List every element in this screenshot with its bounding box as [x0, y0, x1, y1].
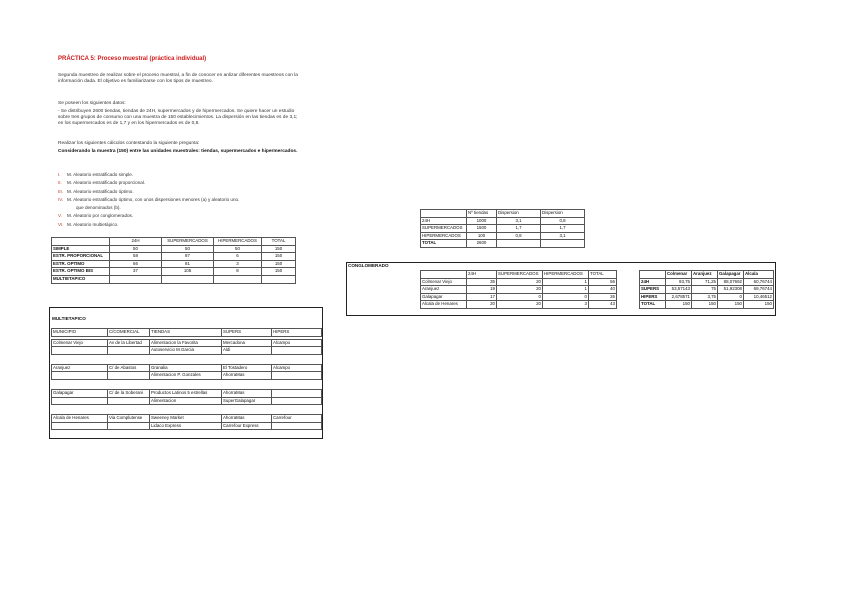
table-cell: [108, 397, 150, 405]
list-item: [58, 212, 298, 220]
multietapico-table: [51, 328, 322, 355]
column-header: TOTAL: [262, 238, 296, 246]
column-header: Dispersion: [541, 210, 585, 218]
list-item-number: IV.: [58, 196, 64, 202]
table-cell: 1: [543, 278, 589, 286]
multietapico-tables: [51, 328, 321, 430]
column-header: [421, 271, 467, 279]
dispersion-table: [420, 209, 585, 248]
task-list: [58, 171, 298, 229]
intro-paragraph: Segunda muestreo de realizar sobre el proceso muestral, a fin de conocer en anlizar diferentes muestreos con la información dada. El objetivo es familiarizarse con los tipos de muestreo.: [58, 73, 298, 84]
table-cell: 37: [110, 268, 162, 276]
list-item-text: M. Aleatorio por conglomerados.: [67, 213, 134, 219]
table-cell: Alcampo: [272, 364, 322, 372]
table-cell: Colmenar Viejo: [421, 278, 467, 286]
list-item-text: M. Aleatorio multietápico.: [67, 221, 119, 227]
header-row: [421, 271, 617, 279]
list-item: [58, 196, 298, 204]
table-cell: [214, 275, 262, 283]
list-item: [58, 204, 298, 212]
header-row: [421, 210, 585, 218]
table-cell: [52, 372, 108, 380]
table-cell: Alcala de Henares: [421, 301, 467, 309]
table-cell: SUPERMERCADOS: [421, 225, 467, 233]
table-cell: [52, 347, 108, 355]
table-cell: 0,8: [497, 232, 541, 240]
table-cell: [108, 372, 150, 380]
column-header: 24H: [467, 271, 497, 279]
table-row: [52, 389, 322, 397]
table-cell: 56: [589, 278, 617, 286]
table-row: [421, 278, 617, 286]
table-row: [52, 275, 296, 283]
table-row: [640, 293, 774, 301]
table-cell: 66: [110, 260, 162, 268]
table-cell: ESTR. OPTIMO BIS: [52, 268, 110, 276]
table-cell: 2,678571: [666, 293, 692, 301]
table-cell: AhorraMas: [222, 415, 272, 423]
table-cell: [497, 240, 541, 248]
table-cell: Via Complutense: [108, 415, 150, 423]
table-cell: 93,75: [666, 278, 692, 286]
list-item-text: que denominados (b).: [76, 205, 121, 211]
table-cell: ESTR. PROPORCIONAL: [52, 253, 110, 261]
table-cell: [541, 240, 585, 248]
table-cell: 1000: [467, 217, 497, 225]
table-cell: SIMPLE: [52, 245, 110, 253]
table-cell: Sweeney Market: [150, 415, 222, 423]
column-header: MUNICIPIO: [52, 329, 108, 337]
table-row: [640, 278, 774, 286]
table-cell: Alcampo: [272, 339, 322, 347]
multietapico-label: MULTIETAPICO: [52, 316, 86, 321]
table-cell: 20: [497, 278, 543, 286]
table-cell: Galapagar: [52, 389, 108, 397]
table-cell: [272, 422, 322, 430]
table-cell: 10,46512: [744, 293, 774, 301]
column-header: SUPERS: [222, 329, 272, 337]
table-cell: 3,1: [541, 232, 585, 240]
table-cell: Av de la Libertad: [108, 339, 150, 347]
column-header: SUPERMERCADOS: [497, 271, 543, 279]
column-header: Aranjuez: [692, 271, 718, 279]
table-cell: 3: [543, 301, 589, 309]
table-row: [421, 225, 585, 233]
column-header: 24H: [110, 238, 162, 246]
strat-table: [51, 237, 296, 284]
table-cell: Aldi: [222, 347, 272, 355]
table-cell: [262, 275, 296, 283]
table-cell: Alimentacion P. Gonzales: [150, 372, 222, 380]
table-cell: Productos Latinos 5 estrellas: [150, 389, 222, 397]
table-cell: [108, 347, 150, 355]
table-row: [52, 245, 296, 253]
table-cell: HIPERMERCADOS: [421, 232, 467, 240]
list-item-text: M. Aleatorio estratificado proporcional.: [67, 180, 146, 186]
table-cell: Alcala de Henares: [52, 415, 108, 423]
column-header: Dispersion: [497, 210, 541, 218]
table-cell: AhorraMas: [222, 389, 272, 397]
conglomerado-box: [346, 262, 776, 316]
list-item: [58, 171, 298, 179]
table-cell: 20: [497, 301, 543, 309]
table-cell: [272, 347, 322, 355]
table-row: [640, 286, 774, 294]
column-header: TIENDAS: [150, 329, 222, 337]
list-item: [58, 179, 298, 187]
table-row: [421, 217, 585, 225]
multietapico-table: [51, 364, 322, 380]
table-cell: 50: [214, 245, 262, 253]
table-cell: 1,7: [497, 225, 541, 233]
column-header: Galapagar: [718, 271, 744, 279]
conglomerado-label: CONGLOMERADO: [348, 263, 389, 268]
document-title: PRÁCTICA 5: Proceso muestral (práctica individual): [58, 56, 207, 62]
table-cell: 58: [110, 253, 162, 261]
table-row: [421, 293, 617, 301]
table-cell: 150: [262, 245, 296, 253]
table-cell: 3,75: [692, 293, 718, 301]
table-row: [52, 422, 322, 430]
table-cell: 0: [497, 293, 543, 301]
table-cell: Galapagar: [421, 293, 467, 301]
table-cell: 1,7: [541, 225, 585, 233]
table-cell: 26: [589, 293, 617, 301]
table-cell: 0,8: [541, 217, 585, 225]
table-row: [52, 339, 322, 347]
table-row: [52, 364, 322, 372]
data-heading: Se poseen los siguientes datos:: [58, 101, 126, 106]
table-cell: Mercadona: [222, 339, 272, 347]
table-cell: C/ de Abastos: [108, 364, 150, 372]
table-cell: Granalia: [150, 364, 222, 372]
header-row: [52, 329, 322, 337]
list-item-number: III.: [58, 188, 64, 194]
table-cell: [272, 397, 322, 405]
table-cell: 81: [162, 260, 214, 268]
table-cell: Aranjuez: [421, 286, 467, 294]
column-header: Colmenar: [666, 271, 692, 279]
column-header: SUPERMERCADOS: [162, 238, 214, 246]
table-cell: 150: [262, 268, 296, 276]
data-paragraph: - Se distribuyen 2600 tiendas, tiendas de 24H, supermercados y de hipermercados. Se quiere hacer un estudio sobre tres grupos de consumo con una muestra de 150 establecimientos. La dispersión en las tiendas es de 3,1; en los supermercados es de 1,7 y en los hipermercados es de 0,8.: [58, 109, 298, 126]
table-cell: 24H: [640, 278, 666, 286]
table-row: [52, 253, 296, 261]
column-header: Alcala: [744, 271, 774, 279]
table-cell: 43: [589, 301, 617, 309]
table-row: [640, 301, 774, 309]
table-cell: ESTR. OPTIMO: [52, 260, 110, 268]
table-row: [421, 240, 585, 248]
conglomerado-table: [420, 270, 617, 309]
table-cell: MULTIETAPICO: [52, 275, 110, 283]
table-cell: AhorraMas: [222, 372, 272, 380]
column-header: Nº tiendas: [467, 210, 497, 218]
table-cell: 6: [214, 253, 262, 261]
table-cell: El Tostadero: [222, 364, 272, 372]
conglomerado-proportions-table: [639, 270, 774, 309]
table-cell: 69,76744: [744, 286, 774, 294]
table-cell: 60,76744: [744, 278, 774, 286]
table-cell: 50: [162, 245, 214, 253]
column-header: HIPERMERCADOS: [543, 271, 589, 279]
column-header: [52, 238, 110, 246]
table-cell: 150: [692, 301, 718, 309]
table-cell: Aranjuez: [52, 364, 108, 372]
table-cell: SUPERS: [640, 286, 666, 294]
table-cell: 75: [692, 286, 718, 294]
table-cell: [108, 422, 150, 430]
column-header: [421, 210, 467, 218]
list-item: [58, 188, 298, 196]
list-item-text: M. Aleatorio estratificado óptimo, con unos dispersiones menores (a) y aleatorio uno.: [67, 196, 240, 202]
table-cell: TOTAL: [640, 301, 666, 309]
column-header: C/COMERCIAL: [108, 329, 150, 337]
table-cell: Alimentacion: [150, 397, 222, 405]
table-cell: Colmenar Viejo: [52, 339, 108, 347]
list-item-number: II.: [58, 180, 62, 186]
table-cell: 8: [214, 268, 262, 276]
table-row: [421, 232, 585, 240]
multietapico-table: [51, 389, 322, 405]
table-row: [52, 372, 322, 380]
list-item-number: V.: [58, 213, 62, 219]
table-cell: 51,92308: [718, 286, 744, 294]
table-cell: 17: [467, 293, 497, 301]
table-cell: 105: [162, 268, 214, 276]
table-row: [52, 415, 322, 423]
table-cell: 87: [162, 253, 214, 261]
table-row: [52, 268, 296, 276]
table-cell: 100: [467, 232, 497, 240]
column-header: TOTAL: [589, 271, 617, 279]
header-row: [640, 271, 774, 279]
table-cell: Carrefour: [272, 415, 322, 423]
table-cell: 150: [744, 301, 774, 309]
table-cell: [52, 397, 108, 405]
table-cell: 2600: [467, 240, 497, 248]
table-row: [52, 347, 322, 355]
table-cell: Alimentacion la Favorita: [150, 339, 222, 347]
list-item: [58, 221, 298, 229]
table-row: [421, 286, 617, 294]
table-cell: 24H: [421, 217, 467, 225]
table-cell: 20: [497, 286, 543, 294]
table-cell: SuperGalapagar: [222, 397, 272, 405]
table-cell: 150: [262, 260, 296, 268]
table-cell: Carrefour Express: [222, 422, 272, 430]
table-cell: 150: [666, 301, 692, 309]
table-cell: [272, 389, 322, 397]
header-row: [52, 238, 296, 246]
column-header: HIPERMERCADOS: [214, 238, 262, 246]
list-item-text: M. Aleatorio estratificado óptimo.: [67, 188, 134, 194]
table-cell: [272, 372, 322, 380]
table-cell: 150: [262, 253, 296, 261]
table-cell: 0: [543, 293, 589, 301]
table-cell: 1500: [467, 225, 497, 233]
table-cell: [162, 275, 214, 283]
column-header: HIPERS: [272, 329, 322, 337]
multietapico-table: [51, 414, 322, 430]
table-cell: [110, 275, 162, 283]
table-cell: Lidaco Express: [150, 422, 222, 430]
table-cell: 3,1: [497, 217, 541, 225]
list-item-text: M. Aleatorio estratificado simple.: [67, 172, 134, 177]
table-row: [52, 260, 296, 268]
table-cell: 71,25: [692, 278, 718, 286]
table-cell: C/ de la Soberani: [108, 389, 150, 397]
table-cell: 20: [467, 301, 497, 309]
table-cell: TOTAL: [421, 240, 467, 248]
table-cell: HIPERS: [640, 293, 666, 301]
column-header: [640, 271, 666, 279]
table-cell: 19: [467, 286, 497, 294]
table-cell: 35: [467, 278, 497, 286]
list-item-number: I.: [58, 172, 61, 177]
task-line: Realizar los siguientes cálculos contestando la siguiente pregunta:: [58, 141, 200, 146]
table-cell: 88,07692: [718, 278, 744, 286]
table-cell: [52, 422, 108, 430]
table-cell: 1: [543, 286, 589, 294]
table-row: [421, 301, 617, 309]
table-cell: 3: [214, 260, 262, 268]
table-cell: Autoservicio M.Garcia: [150, 347, 222, 355]
table-cell: 53,57143: [666, 286, 692, 294]
task-bold: Considerando la muestra (150) entre las unidades muestrales: tiendas, supermercados e hipermercados.: [58, 149, 298, 154]
table-cell: 150: [718, 301, 744, 309]
table-cell: 0: [718, 293, 744, 301]
table-cell: 40: [589, 286, 617, 294]
table-cell: 50: [110, 245, 162, 253]
list-item-number: VI.: [58, 221, 64, 227]
multietapico-box: [49, 307, 323, 439]
table-row: [52, 397, 322, 405]
